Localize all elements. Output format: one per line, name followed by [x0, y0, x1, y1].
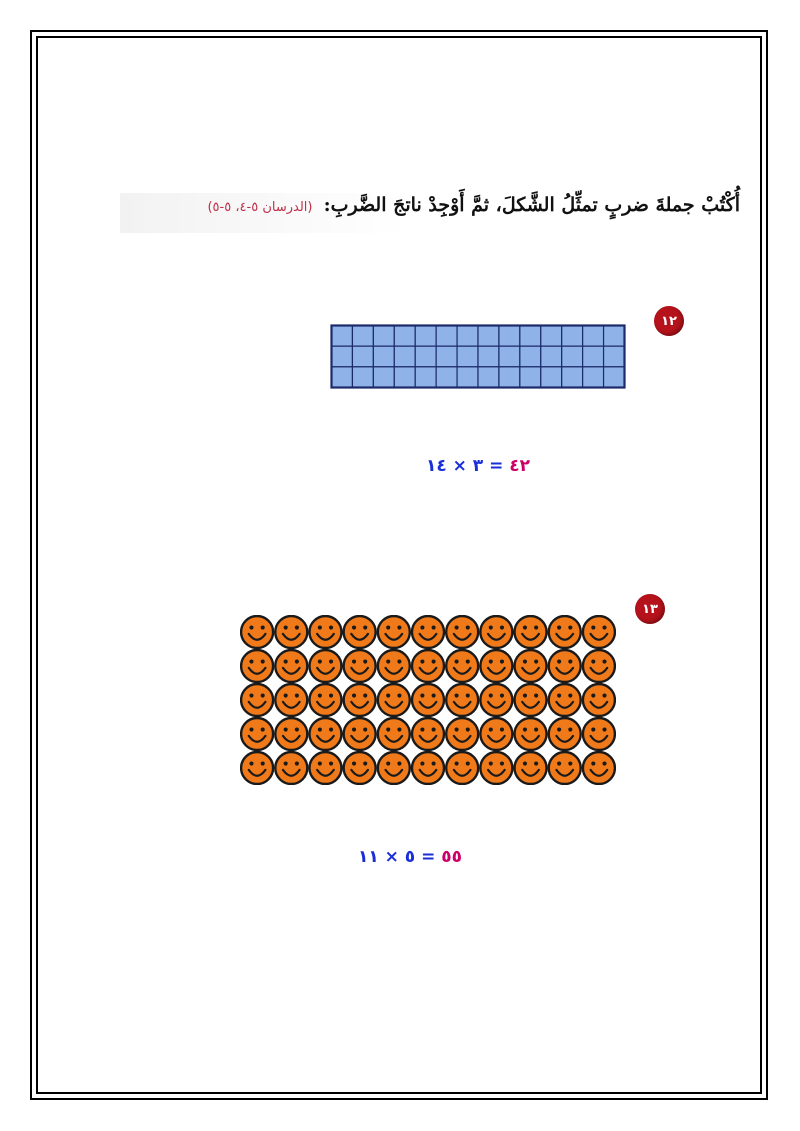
grid-square	[520, 346, 541, 367]
smiley-face-icon	[309, 752, 341, 784]
grid-square	[604, 326, 625, 347]
smiley-face-icon	[412, 616, 444, 648]
smiley-face-icon	[241, 650, 273, 682]
grid-square	[583, 367, 604, 388]
smiley-face-icon	[378, 684, 410, 716]
smiley-face-icon	[309, 684, 341, 716]
smiley-face-icon	[344, 752, 376, 784]
grid-square	[373, 346, 394, 367]
grid-square	[583, 346, 604, 367]
smiley-face-icon	[549, 752, 581, 784]
smiley-face-icon	[515, 718, 547, 750]
smiley-face-icon	[412, 718, 444, 750]
smiley-face-icon	[515, 650, 547, 682]
grid-square	[541, 367, 562, 388]
grid-square	[415, 367, 436, 388]
smiley-face-icon	[446, 684, 478, 716]
lesson-reference: (الدرسان ٥-٤، ٥-٥)	[207, 200, 313, 215]
smiley-face-icon	[275, 752, 307, 784]
grid-square	[332, 326, 353, 347]
smiley-face-icon	[412, 752, 444, 784]
grid-square	[415, 346, 436, 367]
smiley-face-icon	[583, 616, 615, 648]
grid-square	[562, 367, 583, 388]
smiley-array-figure	[240, 615, 616, 785]
square-grid-figure	[330, 324, 626, 389]
smiley-face-icon	[241, 752, 273, 784]
smiley-face-icon	[344, 718, 376, 750]
grid-square	[562, 326, 583, 347]
smiley-face-icon	[344, 684, 376, 716]
smiley-face-icon	[515, 684, 547, 716]
instruction-text: أُكْتُبْ جملةَ ضربٍ تمثِّلُ الشَّكلَ، ثمَّ أَوْجِدْ ناتجَ الضَّربِ:	[323, 194, 740, 216]
grid-square	[457, 367, 478, 388]
smiley-face-icon	[241, 684, 273, 716]
grid-square	[541, 346, 562, 367]
grid-square	[415, 326, 436, 347]
smiley-face-icon	[446, 650, 478, 682]
smiley-face-icon	[549, 684, 581, 716]
grid-square	[604, 367, 625, 388]
smiley-face-icon	[309, 650, 341, 682]
smiley-face-icon	[583, 684, 615, 716]
smiley-face-icon	[480, 752, 512, 784]
smiley-face-icon	[480, 650, 512, 682]
smiley-face-icon	[241, 718, 273, 750]
grid-square	[394, 346, 415, 367]
problem-13-badge: ١٣	[635, 594, 665, 624]
grid-square	[436, 367, 457, 388]
problem-12-badge: ١٢	[654, 306, 684, 336]
instruction-line	[120, 194, 740, 216]
grid-square	[520, 326, 541, 347]
smiley-face-icon	[446, 616, 478, 648]
grid-square	[352, 346, 373, 367]
grid-square	[352, 326, 373, 347]
smiley-face-icon	[344, 650, 376, 682]
smiley-face-icon	[549, 650, 581, 682]
times-sign: ×	[384, 847, 399, 867]
smiley-face-icon	[275, 718, 307, 750]
smiley-face-icon	[378, 752, 410, 784]
smiley-face-icon	[583, 718, 615, 750]
grid-square	[583, 326, 604, 347]
smiley-face-icon	[480, 616, 512, 648]
grid-square	[562, 346, 583, 367]
smiley-face-icon	[583, 752, 615, 784]
grid-square	[352, 367, 373, 388]
smiley-face-icon	[412, 684, 444, 716]
smiley-face-icon	[241, 616, 273, 648]
smiley-face-icon	[412, 650, 444, 682]
problem-13-left-factor: ١١	[357, 847, 379, 867]
grid-square	[373, 367, 394, 388]
grid-square	[604, 346, 625, 367]
problem-12-equation	[330, 456, 626, 476]
problem-12-left-factor: ١٤	[425, 456, 447, 476]
grid-square	[394, 326, 415, 347]
smiley-face-icon	[549, 616, 581, 648]
grid-square	[478, 326, 499, 347]
smiley-face-icon	[446, 752, 478, 784]
smiley-face-icon	[309, 616, 341, 648]
grid-square	[520, 367, 541, 388]
smiley-face-icon	[480, 684, 512, 716]
grid-square	[373, 326, 394, 347]
times-sign: ×	[452, 456, 467, 476]
smiley-face-icon	[378, 718, 410, 750]
grid-square	[541, 326, 562, 347]
grid-square	[478, 346, 499, 367]
problem-13-right-factor: ٥	[404, 847, 416, 867]
smiley-face-icon	[549, 718, 581, 750]
grid-square	[499, 367, 520, 388]
smiley-face-icon	[480, 718, 512, 750]
smiley-face-icon	[446, 718, 478, 750]
grid-square	[436, 346, 457, 367]
grid-square	[394, 367, 415, 388]
smiley-face-icon	[583, 650, 615, 682]
problem-12-right-factor: ٣	[472, 456, 484, 476]
smiley-face-icon	[515, 616, 547, 648]
grid-square	[478, 367, 499, 388]
grid-square	[499, 346, 520, 367]
grid-square	[457, 326, 478, 347]
smiley-face-icon	[344, 616, 376, 648]
grid-square	[457, 346, 478, 367]
equals-sign: =	[489, 456, 504, 476]
smiley-face-icon	[275, 684, 307, 716]
equals-sign: =	[421, 847, 436, 867]
problem-13-result: ٥٥	[441, 847, 463, 867]
smiley-face-icon	[515, 752, 547, 784]
grid-square	[332, 346, 353, 367]
smiley-face-icon	[275, 650, 307, 682]
problem-12-result: ٤٢	[509, 456, 531, 476]
smiley-face-icon	[309, 718, 341, 750]
smiley-face-icon	[378, 616, 410, 648]
smiley-face-icon	[378, 650, 410, 682]
grid-square	[436, 326, 457, 347]
grid-square	[332, 367, 353, 388]
smiley-face-icon	[275, 616, 307, 648]
grid-square	[499, 326, 520, 347]
problem-13-equation	[280, 847, 540, 867]
